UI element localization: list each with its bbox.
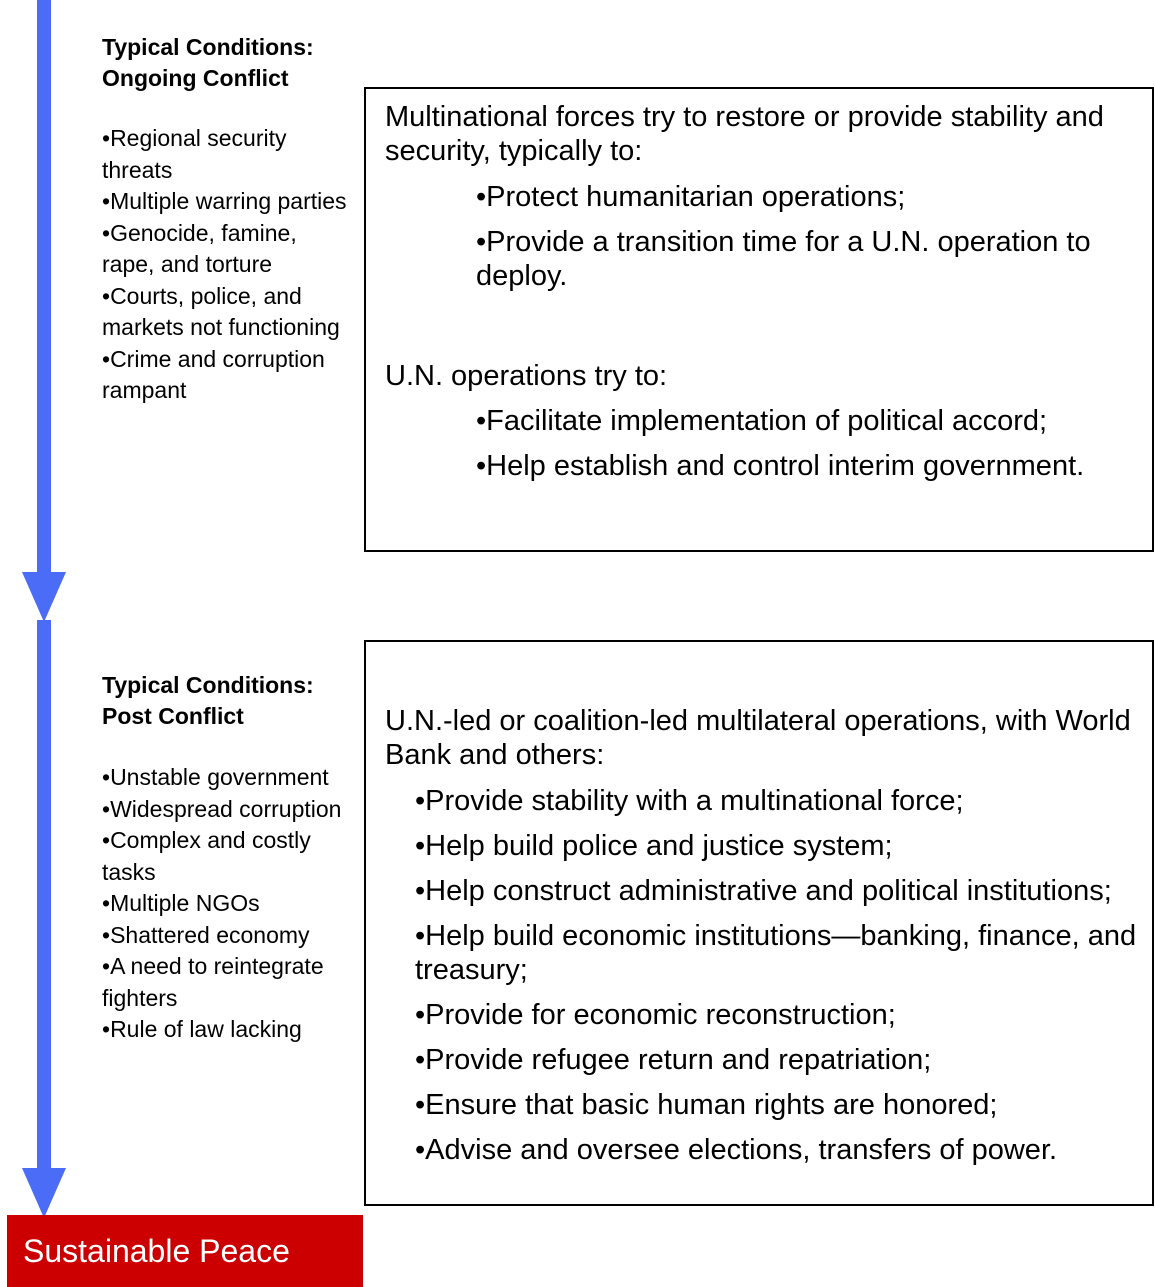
action-item: • Provide stability with a multinational force;: [415, 784, 1142, 818]
action-item: • Provide for economic reconstruction;: [415, 998, 1142, 1032]
condition-item: • Crime and corruption rampant: [102, 344, 352, 407]
stage2-action-list: [415, 784, 1142, 1167]
action-item: • Provide refugee return and repatriation;: [415, 1043, 1142, 1077]
condition-item: • Widespread corruption: [102, 794, 352, 826]
action-item: • Help construct administrative and political institutions;: [415, 874, 1142, 908]
stage2-condition-list: [102, 762, 352, 1046]
condition-item: • Courts, police, and markets not functioning: [102, 281, 352, 344]
stage1-un-list: [476, 404, 1142, 483]
arrow-1-head: [22, 572, 66, 622]
stage1-multinational-list: [476, 180, 1142, 293]
condition-item: • Genocide, famine, rape, and torture: [102, 218, 352, 281]
action-item: • Protect humanitarian operations;: [476, 180, 1142, 214]
condition-item: • Rule of law lacking: [102, 1014, 352, 1046]
condition-item: • Multiple NGOs: [102, 888, 352, 920]
stage2-title: Typical Conditions: Post Conflict: [102, 672, 314, 729]
action-item: • Ensure that basic human rights are honored;: [415, 1088, 1142, 1122]
arrow-1-shaft: [37, 0, 51, 572]
stage2-intro: U.N.-led or coalition-led multilateral operations, with World Bank and others:: [385, 705, 1131, 771]
action-item: • Help build economic institutions—banking, finance, and treasury;: [415, 919, 1142, 987]
condition-item: • Unstable government: [102, 762, 352, 794]
action-item: • Help build police and justice system;: [415, 829, 1142, 863]
stage1-intro-un: U.N. operations try to:: [385, 360, 668, 392]
action-item: • Provide a transition time for a U.N. operation to deploy.: [476, 225, 1142, 293]
stage2-conditions: [102, 670, 352, 1046]
stage1-condition-list: [102, 123, 352, 407]
action-item: • Advise and oversee elections, transfers of power.: [415, 1133, 1142, 1167]
arrow-2-head: [22, 1168, 66, 1218]
condition-item: • Complex and costly tasks: [102, 825, 352, 888]
condition-item: • Multiple warring parties: [102, 186, 352, 218]
sustainable-peace-label: Sustainable Peace: [7, 1215, 363, 1287]
condition-item: • Regional security threats: [102, 123, 352, 186]
stage1-actions-box: [364, 87, 1154, 552]
stage2-actions-box: [364, 640, 1154, 1206]
condition-item: • Shattered economy: [102, 920, 352, 952]
stage1-title: Typical Conditions: Ongoing Conflict: [102, 34, 314, 91]
arrow-2-shaft: [37, 620, 51, 1170]
stage1-conditions: [102, 32, 352, 407]
action-item: • Facilitate implementation of political accord;: [476, 404, 1142, 438]
action-item: • Help establish and control interim government.: [476, 449, 1142, 483]
condition-item: • A need to reintegrate fighters: [102, 951, 352, 1014]
stage1-intro-multinational: Multinational forces try to restore or provide stability and security, typically to:: [385, 101, 1104, 167]
